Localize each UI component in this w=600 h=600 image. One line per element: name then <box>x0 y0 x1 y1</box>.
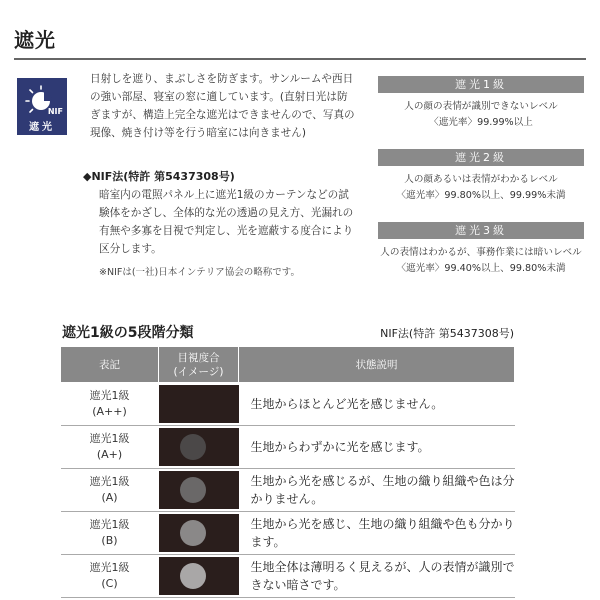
title-divider <box>14 58 586 60</box>
grade-heading: 遮光1級 <box>378 76 584 93</box>
table-row <box>61 469 515 512</box>
classification-subtitle: NIF法(特許 第5437308号) <box>380 327 514 340</box>
row-label-class: (A++) <box>92 405 127 418</box>
grade-level: 人の表情はわかるが、事務作業には暗いレベル <box>380 247 582 258</box>
row-label <box>61 555 159 598</box>
row-visual <box>159 426 239 469</box>
light-circle <box>180 477 206 503</box>
row-label-class: (B) <box>101 534 118 547</box>
row-visual <box>159 555 239 598</box>
nif-note: ※NIFは(一社)日本インテリア協会の略称です。 <box>99 267 300 278</box>
table-row <box>61 383 515 426</box>
light-circle <box>180 434 206 460</box>
row-label <box>61 383 159 426</box>
table-row <box>61 512 515 555</box>
header-label: 表記 <box>61 347 159 383</box>
grade-level: 人の顔の表情が識別できないレベル <box>404 101 558 112</box>
classification-title: 遮光1級の5段階分類 <box>62 325 194 341</box>
row-description: 生地から光を感じ、生地の織り組織や色も分かります。 <box>239 512 515 555</box>
visual-swatch <box>159 514 239 552</box>
grade-heading: 遮光2級 <box>378 149 584 166</box>
table-row <box>61 426 515 469</box>
nif-heading: ◆NIF法(特許 第5437308号) <box>83 170 235 183</box>
row-label <box>61 512 159 555</box>
page-title: 遮光 <box>14 28 56 52</box>
grade-level: 人の顔あるいは表情がわかるレベル <box>404 174 558 185</box>
row-label-class: (A+) <box>96 448 123 461</box>
sun-shade-icon <box>17 78 67 135</box>
shading-description: 日射しを遮り、まぶしさを防ぎます。サンルームや西日の強い部屋、寝室の窓に適しています。(直射日光は防ぎますが、構造上完全な遮光はできませんので、写真の現像、焼き付け等を行う暗室には向きません) <box>90 73 355 139</box>
row-label-grade: 遮光1級 <box>89 518 130 531</box>
header-visual-line2: (イメージ) <box>173 365 224 378</box>
row-label <box>61 469 159 512</box>
grade-block-3 <box>378 222 584 277</box>
nif-description: 暗室内の電照パネル上に遮光1級のカーテンなどの試験体をかざし、全体的な光の透過の見え方、光漏れの有無や多寡を目視で判定し、光を遮蔽する度合により区分します。 <box>99 189 354 255</box>
header-visual <box>159 347 239 383</box>
header-description: 状態説明 <box>239 347 515 383</box>
row-visual <box>159 512 239 555</box>
row-label-class: (C) <box>101 577 118 590</box>
row-label <box>61 426 159 469</box>
row-label-grade: 遮光1級 <box>89 475 130 488</box>
light-circle <box>180 520 206 546</box>
visual-swatch <box>159 385 239 423</box>
row-label-grade: 遮光1級 <box>89 432 130 445</box>
grade-rate: 〈遮光率〉99.40%以上、99.80%未満 <box>396 263 566 274</box>
classification-table <box>60 346 515 598</box>
row-label-class: (A) <box>101 491 118 504</box>
row-label-grade: 遮光1級 <box>89 561 130 574</box>
grade-rate: 〈遮光率〉99.80%以上、99.99%未満 <box>396 190 566 201</box>
light-circle <box>180 563 206 589</box>
visual-swatch <box>159 557 239 595</box>
row-description: 生地から光を感じるが、生地の織り組織や色は分かりません。 <box>239 469 515 512</box>
grade-heading: 遮光3級 <box>378 222 584 239</box>
grade-block-2 <box>378 149 584 204</box>
row-label-grade: 遮光1級 <box>89 389 130 402</box>
visual-swatch <box>159 428 239 466</box>
table-row <box>61 555 515 598</box>
row-description: 生地からわずかに光を感じます。 <box>239 426 515 469</box>
row-description: 生地全体は薄明るく見えるが、人の表情が識別できない暗さです。 <box>239 555 515 598</box>
grade-block-1 <box>378 76 584 131</box>
row-visual <box>159 469 239 512</box>
row-description: 生地からほとんど光を感じません。 <box>239 383 515 426</box>
icon-label: 遮光 <box>29 122 55 133</box>
row-visual <box>159 383 239 426</box>
icon-nif-text: NIF <box>47 107 63 116</box>
visual-swatch <box>159 471 239 509</box>
table-header-row <box>61 347 515 383</box>
grade-rate: 〈遮光率〉99.99%以上 <box>429 117 533 128</box>
header-visual-line1: 目視度合 <box>177 351 220 364</box>
